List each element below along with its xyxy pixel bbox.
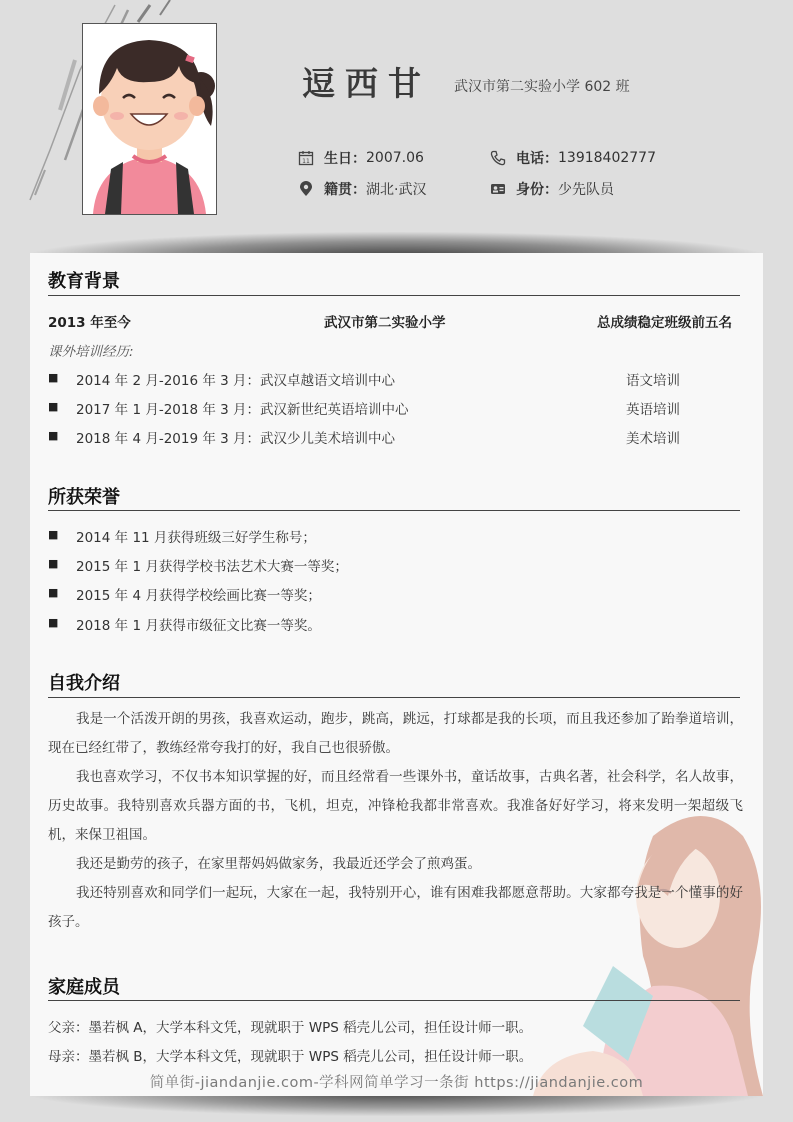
birth-label: 生日：: [324, 151, 366, 167]
school-class: 武汉市第二实验小学 602 班: [454, 79, 630, 95]
list-item: ■ 2014 年 2 月-2016 年 3 月：武汉卓越语文培训中心: [76, 369, 395, 389]
identity-info: [490, 179, 614, 199]
intro-title: 自我介绍: [48, 673, 120, 694]
list-item: ■ 2015 年 1 月获得学校书法艺术大赛一等奖；: [76, 555, 348, 575]
education-title: 教育背景: [48, 271, 120, 292]
training-type: 美术培训: [626, 431, 680, 447]
origin-label: 籍贯：: [324, 182, 366, 198]
birth-value: 2007.06: [366, 150, 424, 166]
avatar-photo: [82, 23, 217, 215]
resume-paper: [30, 253, 763, 1096]
intro-paragraph: 我还特别喜欢和同学们一起玩，大家在一起，我特别开心，谁有困难我都愿意帮助。大家都夸我是一个懂事的好孩子。: [48, 885, 743, 930]
student-name: 逗西甘: [302, 64, 431, 103]
intro-paragraph: 我也喜欢学习，不仅书本知识掌握的好，而且经常看一些课外书，童话故事，古典名著，社会科学，名人故事，历史故事。我特别喜欢兵器方面的书，飞机，坦克，冲锋枪我都非常喜欢。我准备好好学习，将来发明一架超级飞机，来保卫祖国。: [48, 769, 743, 843]
intro-divider: [48, 697, 740, 698]
education-divider: [48, 295, 740, 296]
intro-paragraph: 我还是勤劳的孩子，在家里帮妈妈做家务，我最近还学会了煎鸡蛋。: [76, 856, 481, 872]
intro-paragraph: 我是一个活泼开朗的男孩，我喜欢运动，跑步，跳高，跳远，打球都是我的长项，而且我还参加了跆拳道培训，现在已经红带了，教练经常夸我打的好，我自己也很骄傲。: [48, 711, 743, 756]
phone-value: 13918402777: [558, 150, 656, 166]
honors-title: 所获荣誉: [48, 487, 120, 508]
phone-label: 电话：: [516, 151, 558, 167]
identity-label: 身份：: [516, 182, 558, 198]
family-member: 母亲：墨若枫 B，大学本科文凭，现就职于 WPS 稻壳儿公司，担任设计师一职。: [48, 1049, 533, 1065]
location-icon: [298, 181, 314, 197]
site-watermark: 简单街-jiandanjie.com-学科网简单学习一条街 https://jiandanjie.com: [149, 1075, 644, 1091]
family-title: 家庭成员: [48, 977, 120, 998]
svg-text:11: 11: [302, 158, 310, 165]
list-item: ■ 2014 年 11 月获得班级三好学生称号；: [76, 526, 316, 546]
identity-value: 少先队员: [558, 182, 614, 198]
calendar-icon: [298, 150, 314, 166]
training-type: 语文培训: [626, 373, 680, 389]
origin-info: [298, 179, 426, 199]
list-item: ■ 2018 年 1 月获得市级征文比赛一等奖。: [76, 614, 321, 634]
phone-info: [490, 148, 656, 168]
honors-divider: [48, 510, 740, 511]
education-school: 武汉市第二实验小学: [324, 315, 446, 331]
family-member: 父亲：墨若枫 A，大学本科文凭，现就职于 WPS 稻壳儿公司，担任设计师一职。: [48, 1020, 533, 1036]
education-period: 2013 年至今: [48, 315, 131, 331]
girl-avatar-illustration: [83, 24, 216, 214]
list-item: ■ 2015 年 4 月获得学校绘画比赛一等奖；: [76, 584, 321, 604]
origin-value: 湖北·武汉: [366, 182, 427, 198]
family-divider: [48, 1000, 740, 1001]
id-card-icon: [490, 181, 506, 197]
phone-icon: [490, 150, 506, 166]
education-achievement: 总成绩稳定班级前五名: [597, 315, 732, 331]
list-item: ■ 2017 年 1 月-2018 年 3 月：武汉新世纪英语培训中心: [76, 398, 409, 418]
training-type: 英语培训: [626, 402, 680, 418]
birth-info: [298, 148, 424, 168]
training-label: 课外培训经历:: [48, 344, 134, 360]
list-item: ■ 2018 年 4 月-2019 年 3 月：武汉少儿美术培训中心: [76, 427, 395, 447]
